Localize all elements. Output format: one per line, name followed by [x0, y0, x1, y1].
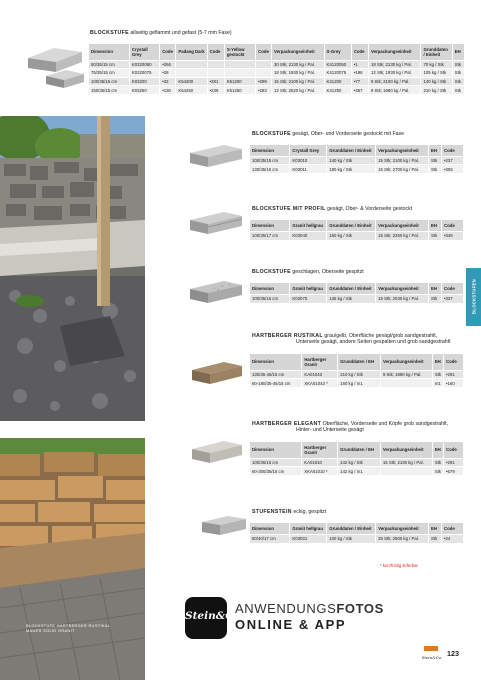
cell: 180 kg / Stk	[327, 165, 376, 174]
photo-caption: BLOCKSTUFE HARTBERGER RUSTIKAL MAUER SOLID GRANIT	[26, 624, 111, 633]
cell: XKA01043 *	[302, 379, 338, 388]
section-title-blockstufe-geschlagen	[252, 269, 364, 275]
cell: m1	[432, 379, 443, 388]
col-header: Verpackungseinheit	[376, 283, 429, 294]
table-row	[250, 294, 464, 303]
cell: 9 Stk; 1890 kg / Pal.	[380, 370, 432, 379]
title-bold: BLOCKSTUFE MIT PROFIL	[252, 206, 326, 212]
table-hartberger-elegant	[250, 442, 464, 475]
stone-image-hartberger-elegant	[190, 439, 244, 467]
section-title-blockstufe-profil	[252, 206, 412, 212]
cell: •32	[160, 77, 176, 86]
title-bold: BLOCKSTUFE	[252, 131, 291, 137]
cell: •196	[351, 69, 368, 78]
cell: 210 kg / Stk	[338, 370, 381, 379]
col-header: Dimension	[250, 220, 290, 231]
cell: 60/40/17 cm	[250, 534, 290, 543]
cell: •291	[444, 370, 464, 379]
cell: K4120075	[324, 69, 351, 78]
table-row	[89, 69, 465, 78]
cell: •160	[444, 379, 464, 388]
table-row	[250, 458, 464, 467]
cell: K03040	[290, 231, 327, 240]
cell	[207, 60, 224, 69]
cell: 30 Stk; 2130 kg / Pal.	[272, 60, 325, 69]
cell: 25 Stk; 2500 kg / Pal.	[376, 534, 429, 543]
title-sub: allseitig geflammt und gefast (5-7 mm Fase)	[130, 30, 232, 36]
title-sub: Oberfläche, Vorderseite und Köpfe grob sandgestrahlt,	[322, 421, 449, 427]
cell: •1	[351, 60, 368, 69]
col-header: Grunddaten / EH	[338, 442, 381, 458]
cell: 50/35/15 cm	[89, 60, 129, 69]
cell: K0320075	[129, 69, 159, 78]
title-bold: STUFENSTEIN	[252, 509, 292, 515]
stone-image-blockstufe-profil	[188, 210, 244, 238]
promo-line-1-a: ANWENDUNGS	[235, 601, 337, 616]
col-header: Verpackungseinheit	[368, 44, 421, 60]
cell: 105 kg / Stk	[421, 69, 452, 78]
col-header: Dimension	[89, 44, 129, 60]
col-header: Grunddaten / Einheit	[421, 44, 452, 60]
cell: Stk	[452, 77, 464, 86]
cell: K03031	[290, 534, 327, 543]
col-header: S-Grey	[324, 44, 351, 60]
cell: Stk	[452, 69, 464, 78]
cell: •367	[351, 86, 368, 95]
col-header: Padang Dark	[176, 44, 207, 60]
col-header: EH	[432, 442, 443, 458]
cell: 9 Stk; 2100 kg / Pal.	[368, 77, 421, 86]
cell: 100 kg / Stk	[327, 534, 376, 543]
col-header: Grunddaten / Einheit	[327, 523, 376, 534]
title-sub: gesägt, Ober- und Vorderseite gestockt mit Fase	[292, 131, 404, 137]
cell	[224, 69, 255, 78]
cell: •28	[160, 69, 176, 78]
col-header: Verpackungseinheit	[380, 442, 432, 458]
cell: KA01010	[302, 458, 338, 467]
cell: XKA01010 *	[302, 467, 338, 476]
cell: K51250	[224, 86, 255, 95]
table-row	[250, 165, 464, 174]
title-bold: BLOCKSTUFE	[252, 269, 291, 275]
table-header-row	[250, 523, 464, 534]
cell: Stk	[429, 231, 442, 240]
garden-photo-rustikal-steps	[0, 438, 145, 680]
cell: 15 Stk; 2100 kg / Pal.	[376, 156, 429, 165]
col-header: S-Yellow gestockt	[224, 44, 255, 60]
table-hartberger-rustikal	[250, 354, 464, 387]
cell: K41250	[324, 86, 351, 95]
section-title-hartberger-elegant	[252, 421, 448, 434]
cell: K54200	[176, 77, 207, 86]
col-header: Grunddaten / Einheit	[327, 220, 376, 231]
page-number: 123	[447, 649, 459, 658]
table-blockstufe-geschlagen	[250, 283, 464, 303]
cell: Stk	[429, 165, 442, 174]
table-row	[250, 534, 464, 543]
cell: 150 kg / Stk	[327, 231, 376, 240]
title-sub: eckig, gespitzt	[293, 509, 327, 515]
cell: 142 kg / Stk	[338, 458, 381, 467]
footnote-availability: * kurzfristig lieferbar	[380, 563, 418, 568]
cell: •349	[442, 231, 464, 240]
stein-co-logo[interactable]	[185, 597, 245, 639]
stone-image-blockstufe-gesaegt	[188, 143, 244, 173]
table-row	[250, 156, 464, 165]
cell: •337	[442, 294, 464, 303]
col-header: Dimension	[250, 145, 290, 156]
col-header: Crystall Grey	[290, 145, 327, 156]
cell: Stk	[429, 156, 442, 165]
col-header: EH	[429, 283, 442, 294]
cell: K03070	[290, 294, 327, 303]
table-row	[250, 231, 464, 240]
col-header: Crystall Grey	[129, 44, 159, 60]
cell: Stk	[452, 86, 464, 95]
promo-line-2: ONLINE & APP	[235, 617, 347, 632]
col-header: EH	[432, 354, 443, 370]
cell: 60-180/35-45/15 cm	[250, 379, 302, 388]
chapter-side-tab	[466, 268, 481, 326]
cell: 160 kg / m1	[338, 379, 381, 388]
col-header: Verpackungseinheit	[380, 354, 432, 370]
title-bold: HARTBERGER ELEGANT	[252, 421, 322, 427]
col-header: Verpackungseinheit	[376, 523, 429, 534]
col-header: Code	[442, 220, 464, 231]
cell: 135 kg / Stk	[327, 294, 376, 303]
col-header: Verpackungseinheit	[376, 145, 429, 156]
col-header: Code	[256, 44, 272, 60]
table-blockstufe-profil	[250, 220, 464, 240]
cell: 140 kg / Stk	[421, 77, 452, 86]
cell: Stk	[432, 467, 443, 476]
cell: 15 Stk; 2130 kg / Pal.	[380, 458, 432, 467]
cell: •266	[160, 60, 176, 69]
small-logo-text: Stein&Co.	[422, 655, 442, 660]
cell	[176, 60, 207, 69]
cell: Stk	[429, 294, 442, 303]
col-header: Code	[351, 44, 368, 60]
stone-image-hartberger-rustikal	[190, 360, 244, 388]
table-row	[89, 60, 465, 69]
col-header: Hartberger Granit	[302, 442, 338, 458]
table-header-row	[89, 44, 465, 60]
cell: K03200	[129, 77, 159, 86]
stone-image-stufenstein	[200, 514, 248, 538]
cell: •24	[442, 534, 464, 543]
table-header-row	[250, 220, 464, 231]
col-header: Dimension	[250, 523, 290, 534]
cell: 18 Stk; 2130 kg / Pal.	[368, 60, 421, 69]
cell: K03011	[290, 165, 327, 174]
cell: K4120050	[324, 60, 351, 69]
cell: •130	[160, 86, 176, 95]
cell: 75/35/15 cm	[89, 69, 129, 78]
cell: K0320050	[129, 60, 159, 69]
cell: 142 kg / m1	[338, 467, 381, 476]
cell: •306	[442, 165, 464, 174]
title-bold: BLOCKSTUFE	[90, 30, 129, 36]
cell: Stk	[429, 534, 442, 543]
table-header-row	[250, 442, 464, 458]
table-header-row	[250, 354, 464, 370]
cell: 150/35/15 cm	[89, 86, 129, 95]
cell: KA01043	[302, 370, 338, 379]
cell: •299	[256, 77, 272, 86]
promo-line-1-b: FOTOS	[336, 601, 384, 616]
section-title-hartberger-rustikal	[252, 333, 450, 346]
cell: 100/35/15 cm	[89, 77, 129, 86]
cell: 210 kg / Stk	[421, 86, 452, 95]
col-header: Code	[444, 354, 464, 370]
table-row	[250, 370, 464, 379]
cell: Stk	[432, 370, 443, 379]
col-header: EH	[429, 220, 442, 231]
title-sub: gesägt, Ober- & Vorderseite gestockt	[327, 206, 413, 212]
cell: 100/35/15 cm	[250, 458, 302, 467]
cell: 18 Stk; 1930 kg / Pal.	[272, 69, 325, 78]
cell: •237	[442, 156, 464, 165]
cell: 12 Stk; 2520 kg / Pal.	[272, 86, 325, 95]
table-header-row	[250, 145, 464, 156]
cell: 8 Stk; 1680 kg / Pal.	[368, 86, 421, 95]
col-header: Granit hellgrau	[290, 283, 327, 294]
cell: 15 Stk; 2250 kg / Pal.	[376, 231, 429, 240]
stone-image-blockstufe-gefasst	[26, 44, 86, 92]
col-header: Grunddaten / Einheit	[327, 145, 376, 156]
cell: 15 Stk; 2700 kg / Pal.	[376, 165, 429, 174]
table-blockstufe-gefasst	[89, 44, 465, 94]
title-sub: geschlagen, Oberseite gespitzt	[292, 269, 364, 275]
cell: •579	[444, 467, 464, 476]
cell: 12 Stk; 1930 kg / Pal.	[368, 69, 421, 78]
section-title-stufenstein	[252, 509, 326, 515]
col-header: Dimension	[250, 442, 302, 458]
cell: •239	[207, 86, 224, 95]
col-header: Code	[207, 44, 224, 60]
title-sub: grau/gelb, Oberfläche gesägt/grob sandgestrahlt,	[324, 333, 438, 339]
stein-co-small-logo	[422, 643, 442, 663]
col-header: Dimension	[250, 354, 302, 370]
cell	[380, 467, 432, 476]
cell: Stk	[452, 60, 464, 69]
cell: K54250	[176, 86, 207, 95]
col-header: EH	[429, 523, 442, 534]
col-header: Code	[160, 44, 176, 60]
cell: K03250	[129, 86, 159, 95]
stone-image-blockstufe-geschlagen	[188, 279, 244, 307]
cell: K41200	[324, 77, 351, 86]
cell	[207, 69, 224, 78]
logo-text: Stein&Co.	[185, 610, 245, 622]
side-tab-label: BLOCKSTUFEN	[471, 279, 477, 314]
table-row	[250, 467, 464, 476]
cell: Stk	[432, 458, 443, 467]
cell: 15 Stk; 2030 kg / Pal.	[376, 294, 429, 303]
cell: 70 kg / Stk	[421, 60, 452, 69]
cell: 130/35/15 cm	[250, 165, 290, 174]
cell: 15 Stk; 2100 kg / Pal.	[272, 77, 325, 86]
col-header: Hartberger Granit	[302, 354, 338, 370]
table-row	[250, 379, 464, 388]
cell	[256, 69, 272, 78]
col-header: EH	[452, 44, 464, 60]
cell: K03010	[290, 156, 327, 165]
cell	[256, 60, 272, 69]
col-header: Dimension	[250, 283, 290, 294]
garden-photo-gabion-wall	[0, 116, 145, 421]
cell: •291	[444, 458, 464, 467]
cell: •77	[351, 77, 368, 86]
col-header: Code	[442, 283, 464, 294]
cell: 100/35/15 cm	[250, 156, 290, 165]
cell	[176, 69, 207, 78]
col-header: Grunddaten / Einheit	[327, 283, 376, 294]
cell: •281	[207, 77, 224, 86]
title-sub-2: Unterseite gesägt, andere Seiten gespalten und grob sandgestrahlt	[296, 339, 451, 346]
table-row	[89, 77, 465, 86]
table-blockstufe-gesaegt	[250, 145, 464, 173]
cell: 100/35/15 cm	[250, 294, 290, 303]
col-header: Code	[444, 442, 464, 458]
table-row	[89, 86, 465, 95]
cell: 100/35/17 cm	[250, 231, 290, 240]
title-bold: HARTBERGER RUSTIKAL	[252, 333, 323, 339]
cell: K51200	[224, 77, 255, 86]
col-header: Grunddaten / EH	[338, 354, 381, 370]
col-header: Verpackungseinheit	[272, 44, 325, 60]
section-title-blockstufe-gefasst	[90, 30, 232, 36]
col-header: Code	[442, 145, 464, 156]
cell: 140 kg / Stk	[327, 156, 376, 165]
col-header: Verpackungseinheit	[376, 220, 429, 231]
cell: •283	[256, 86, 272, 95]
promo-line-1	[235, 601, 384, 616]
title-sub-2: Hinter- und Unterseite gesägt	[296, 427, 364, 434]
col-header: Granit hellgrau	[290, 523, 327, 534]
table-stufenstein	[250, 523, 464, 543]
col-header: EH	[429, 145, 442, 156]
cell	[224, 60, 255, 69]
col-header: Granit hellgrau	[290, 220, 327, 231]
cell: 60-300/35/15 cm	[250, 467, 302, 476]
cell	[380, 379, 432, 388]
col-header: Code	[442, 523, 464, 534]
section-title-blockstufe-gesaegt	[252, 131, 404, 137]
table-header-row	[250, 283, 464, 294]
cell: 130/35-45/15 cm	[250, 370, 302, 379]
